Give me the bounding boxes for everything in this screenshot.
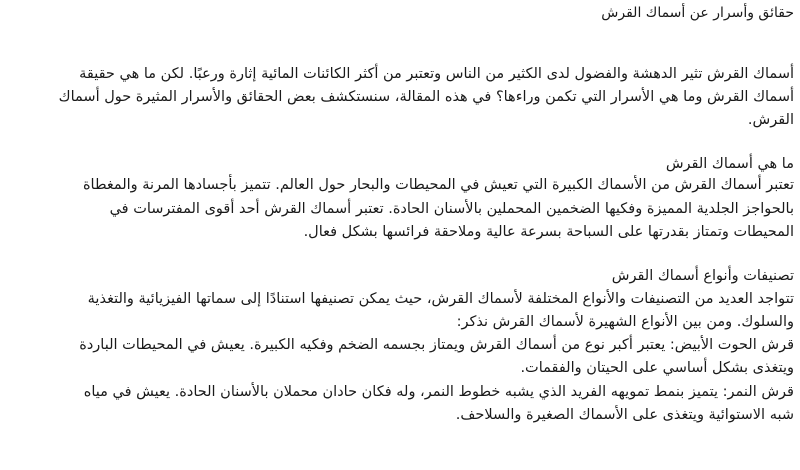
section2-line-1: تتواجد العديد من التصنيفات والأنواع المختلفة لأسماك القرش، حيث يمكن تصنيفها استنادًا إلى سماتها الفيزيائية والتغذية xyxy=(87,291,794,307)
intro-line-1: أسماك القرش تثير الدهشة والفضول لدى الكثير من الناس وتعتبر من أكثر الكائنات المائية إثارة ورعبًا. لكن ما هي حقيقة xyxy=(79,66,794,82)
intro-line-3: القرش. xyxy=(747,112,794,128)
section1-line-2: بالحواجز الجلدية المميزة وفكيها الضخمين المحملين بالأسنان الحادة. تعتبر أسماك القرش أحد أقوى المفترسات في xyxy=(109,201,794,217)
intro-line-2: أسماك القرش وما هي الأسرار التي تكمن وراءها؟ في هذه المقالة، سنستكشف بعض الحقائق والأسرار المثيرة حول أسماك xyxy=(58,89,794,105)
section1-line-3: المحيطات وتمتاز بقدرتها على السباحة بسرعة عالية وملاحقة فرائسها بشكل فعال. xyxy=(303,224,794,240)
section2-line-6: شبه الاستوائية ويتغذى على الأسماك الصغيرة والسلاحف. xyxy=(455,407,794,423)
section2-line-3: قرش الحوت الأبيض: يعتبر أكبر نوع من أسماك القرش ويمتاز بجسمه الضخم وفكيه الكبيرة. يعيش في المحيطات الباردة xyxy=(79,337,794,353)
section1-line-1: تعتبر أسماك القرش من الأسماك الكبيرة التي تعيش في المحيطات والبحار حول العالم. تتميز بأجسادها المرنة والمغطاة xyxy=(82,177,794,193)
article-title: حقائق وأسرار عن أسماك القرش xyxy=(601,5,794,21)
section2-line-4: ويتغذى بشكل أساسي على الحيتان والفقمات. xyxy=(520,360,794,376)
section-heading-what-are-sharks: ما هي أسماك القرش xyxy=(665,156,794,172)
section2-line-2: والسلوك. ومن بين الأنواع الشهيرة لأسماك القرش نذكر: xyxy=(456,314,794,330)
section-heading-shark-types: تصنيفات وأنواع أسماك القرش xyxy=(611,268,794,284)
section2-line-5: قرش النمر: يتميز بنمط تمويهه الفريد الذي يشبه خطوط النمر، وله فكان حادان محملان بالأسنان الحادة. يعيش في مياه xyxy=(83,384,794,400)
